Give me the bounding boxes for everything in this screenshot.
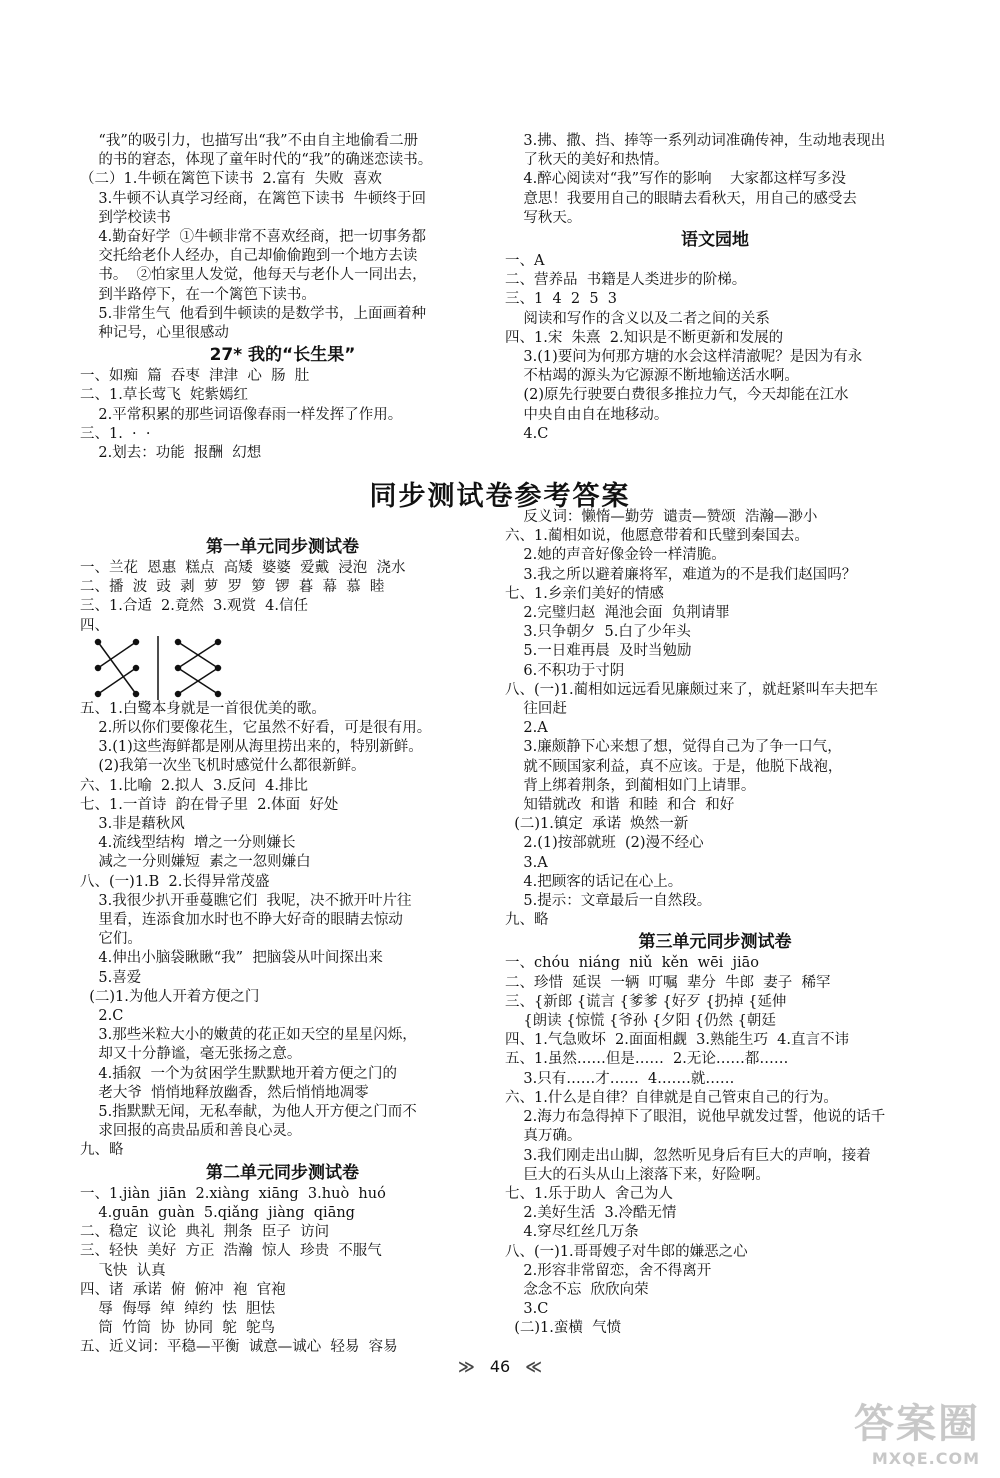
- answer-line: 七、1.乡亲们美好的情感: [505, 585, 664, 602]
- answer-line: 三、{新郎 {谎言 {爹爹 {好歹 {扔掉 {延伸: [505, 993, 787, 1010]
- answer-line: 3.那些米粒大小的嫩黄的花正如天空的星星闪烁，: [80, 1027, 417, 1044]
- answer-line: 3.我们刚走出山脚，忽然听见身后有巨大的声响，接着: [505, 1147, 871, 1164]
- answer-line: 一、A: [505, 253, 545, 270]
- answer-line: 就不顾国家利益，真不应该。于是，他脱下战袍，: [505, 758, 843, 775]
- answer-line: 4.穿尽红丝几万条: [505, 1224, 639, 1241]
- answer-line: (二)1.为他人开着方便之门: [80, 988, 260, 1005]
- left-arrow-icon: ≪: [525, 1357, 543, 1376]
- answer-line: 4.插叙 一个为贫困学生默默地开着方便之门的: [80, 1065, 397, 1082]
- answer-line: 5.一日难再晨 及时当勉励: [505, 643, 692, 660]
- answer-line: 三、轻快 美好 方正 浩瀚 惊人 珍贵 不服气: [80, 1243, 382, 1260]
- unit2-heading: 第二单元同步测试卷: [206, 1162, 359, 1183]
- answer-line: 反义词：懒惰—勤劳 谴责—赞颂 浩瀚—渺小: [505, 509, 818, 525]
- answer-line: 九、略: [505, 912, 549, 929]
- answer-line: 2.她的声音好像金铃一样清脆。: [505, 547, 726, 564]
- answer-line: 知错就改 和谐 和睦 和合 和好: [505, 797, 735, 814]
- answer-line: 中央自由自在地移动。: [505, 406, 669, 423]
- answer-line: 3.C: [505, 1301, 549, 1318]
- answer-line: 四、诸 承诺 俯 俯冲 袍 官袍: [80, 1281, 286, 1298]
- answer-line: 六、1.比喻 2.拟人 3.反问 4.排比: [80, 777, 308, 794]
- answer-line: 八、(一)1.B 2.长得异常茂盛: [80, 873, 270, 890]
- answer-line: 一、chóu niáng niǔ kěn wēi jiāo: [505, 955, 760, 972]
- answer-line: 5.提示：文章最后一自然段。: [505, 893, 712, 910]
- answer-line: 二、播 波 豉 剥 萝 罗 箩 锣 暮 幕 慕 睦: [80, 579, 385, 596]
- watermark-text: 答案圈: [854, 1401, 980, 1447]
- answer-line: 老大爷 悄悄地释放幽香，然后悄悄地凋零: [80, 1084, 369, 1101]
- answer-line: 交托给老仆人经办，自己却偷偷跑到一个地方去读: [80, 248, 418, 265]
- bottom-right-column: [505, 508, 925, 1339]
- answer-line: 四、1.气急败坏 2.面面相觑 3.熟能生巧 4.直言不讳: [505, 1032, 849, 1049]
- answer-line: （二）1.牛顿在篱笆下读书 2.富有 失败 喜欢: [80, 171, 382, 188]
- answer-line: 2.完璧归赵 渑池会面 负荆请罪: [505, 605, 730, 622]
- answer-line: 念念不忘 欣欣向荣: [505, 1281, 649, 1298]
- right-arrow-icon: ≫: [457, 1357, 475, 1376]
- answer-line: 往回赶: [505, 701, 567, 718]
- page-footer: [0, 1357, 1000, 1376]
- answer-line: 了秋天的美好和热情。: [505, 152, 669, 169]
- answer-line: “我”的吸引力，也描写出“我”不由自主地偷看二册: [80, 133, 419, 149]
- answer-line: {朗读 {惊慌 {爷孙 {夕阳 {仍然 {朝廷: [505, 1013, 776, 1030]
- bottom-left-column: [80, 535, 485, 1358]
- answer-line: 2.C: [80, 1008, 124, 1025]
- answer-line: 3.非是藉秋风: [80, 816, 185, 833]
- answer-line: 4.醉心阅读对“我”写作的影响 大家都这样写多没: [505, 171, 847, 188]
- answer-line: 3.(1)这些海鲜都是刚从海里捞出来的，特别新鲜。: [80, 739, 423, 756]
- answer-line: 八、(一)1.哥哥嫂子对牛郎的嫌恶之心: [505, 1243, 748, 1260]
- unit1-heading: 第一单元同步测试卷: [206, 537, 359, 557]
- answer-line: 筒 竹筒 协 协同 鸵 鸵鸟: [80, 1320, 276, 1337]
- answer-line: 辱 侮辱 绰 绰约 怯 胆怯: [80, 1300, 276, 1317]
- answer-line: 2.平常积累的那些词语像春雨一样发挥了作用。: [80, 406, 403, 423]
- answer-line: 却又十分静谧，毫无张扬之意。: [80, 1046, 302, 1063]
- answer-line: 三、1. · ·: [80, 425, 151, 442]
- top-left-column: [80, 132, 485, 463]
- answer-line: 书。 ②怕家里人发觉，他每天与老仆人一同出去，: [80, 267, 427, 284]
- answer-line: 写秋天。: [505, 209, 582, 226]
- answer-line: 三、1.合适 2.竟然 3.观赏 4.信任: [80, 598, 308, 615]
- answer-line: 2.A: [505, 720, 548, 737]
- answer-line: 求回报的高贵品质和善良心灵。: [80, 1123, 302, 1140]
- answer-line: 巨大的石头从山上滚落下来，好险啊。: [505, 1166, 770, 1183]
- answer-line: (2)原先行驶要白费很多推拉力气，今天却能在江水: [505, 387, 849, 404]
- answer-line: 5.指默默无闻，无私奉献，为他人开方便之门而不: [80, 1104, 417, 1121]
- answer-line: 3.(1)要问为何那方塘的水会这样清澈呢？是因为有永: [505, 349, 863, 366]
- answer-line: 2.划去：功能 报酬 幻想: [80, 445, 262, 462]
- answer-line: 3.我很少扒开垂蔓瞧它们 我呢，决不掀开叶片往: [80, 892, 412, 909]
- answer-line: 到学校读书: [80, 209, 171, 226]
- answer-line: 5.喜爱: [80, 969, 142, 986]
- answer-line: 背上绑着荆条，到蔺相如门上请罪。: [505, 777, 756, 794]
- answer-line: 2.形容非常留恋，舍不得离开: [505, 1262, 712, 1279]
- answer-line: 不枯竭的源头为它源源不断地输送活水啊。: [505, 368, 799, 385]
- answer-line: 4.把顾客的话记在心上。: [505, 873, 683, 890]
- answer-line: 4.流线型结构 增之一分则嫌长: [80, 835, 296, 852]
- answer-line: 6.不积功于寸阴: [505, 662, 625, 679]
- answer-line: 一、兰花 恩惠 糕点 高矮 婆婆 爱戴 浸泡 浇水: [80, 560, 406, 576]
- answer-line: 4.guān guàn 5.qiǎng jiàng qiāng: [80, 1204, 355, 1221]
- answer-line: 里看，连添食加水时也不睁大好奇的眼睛去惊动: [80, 912, 403, 929]
- answer-line: 一、如痴 篇 吞枣 津津 心 肠 肚: [80, 368, 310, 385]
- answer-line: (2)我第一次坐飞机时感觉什么都很新鲜。: [80, 758, 366, 775]
- answer-line: 的书的窘态，体现了童年时代的“我”的确迷恋读书。: [80, 152, 433, 169]
- answer-line: 2.海力布急得掉下了眼泪，说他早就发过誓，他说的话千: [505, 1109, 886, 1126]
- answer-line: 六、1.蔺相如说，他愿意带着和氏璧到秦国去。: [505, 528, 809, 545]
- page-title: 同步测试卷参考答案: [369, 481, 631, 512]
- answer-line: 二、稳定 议论 典礼 荆条 臣子 访问: [80, 1224, 330, 1241]
- answer-line: 真万确。: [505, 1128, 582, 1145]
- answer-line: 种记号，心里很感动: [80, 325, 229, 342]
- answer-line: 飞快 认真: [80, 1262, 166, 1279]
- answer-line: 一、1.jiàn jiān 2.xiàng xiāng 3.huò huó: [80, 1185, 386, 1202]
- answer-line: 七、1.一首诗 韵在骨子里 2.体面 好处: [80, 796, 339, 813]
- matching-diagram: [86, 636, 236, 700]
- answer-line: 六、1.什么是自律？自律就是自己管束自己的行为。: [505, 1089, 838, 1106]
- unit3-heading: 第三单元同步测试卷: [638, 932, 792, 953]
- section-heading: 语文园地: [681, 230, 749, 251]
- answer-line: 3.拂、撒、挡、捧等一系列动词准确传神，生动地表现出: [505, 133, 886, 149]
- answer-line: 5.非常生气 他看到牛顿读的是数学书，上面画着种: [80, 305, 426, 322]
- page-number: 46: [489, 1357, 511, 1376]
- answer-line: 五、1.虽然……但是…… 2.无论……都……: [505, 1051, 789, 1068]
- answer-line: 二、珍惜 延误 一辆 叮嘱 辈分 牛郎 妻子 稀罕: [505, 974, 831, 991]
- answer-line: 2.美好生活 3.冷酷无情: [505, 1205, 677, 1222]
- answer-line: 3.廉颇静下心来想了想，觉得自己为了争一口气，: [505, 739, 842, 756]
- answer-line: 2.(1)按部就班 (2)漫不经心: [505, 835, 704, 852]
- watermark-url: MXQE.COM: [871, 1449, 980, 1468]
- answer-line: 4.勤奋好学 ①牛顿非常不喜欢经商，把一切事务都: [80, 229, 426, 246]
- answer-line: 八、(一)1.蔺相如远远看见廉颇过来了，就赶紧叫车夫把车: [505, 681, 879, 698]
- answer-line: 减之一分则嫌短 素之一忽则嫌白: [80, 854, 311, 871]
- answer-line: 二、1.草长莺飞 姹紫嫣红: [80, 387, 249, 404]
- answer-line: 4.C: [505, 425, 549, 442]
- answer-line: 九、略: [80, 1142, 124, 1159]
- answer-line: 五、近义词：平稳—平衡 诚意—诚心 轻易 容易: [80, 1339, 398, 1356]
- answer-line: 3.牛顿不认真学习经商，在篱笆下读书 牛顿终于回: [80, 190, 426, 207]
- answer-line: 2.所以你们要像花生，它虽然不好看，可是很有用。: [80, 720, 432, 737]
- answer-line: (二)1.蛮横 气愤: [505, 1320, 622, 1337]
- answer-line: 七、1.乐于助人 舍己为人: [505, 1185, 674, 1202]
- answer-line: (二)1.镇定 承诺 焕然一新: [505, 816, 689, 833]
- answer-line: 3.我之所以避着廉将军，难道为的不是我们赵国吗？: [505, 566, 857, 583]
- answer-line: 四、: [80, 617, 109, 634]
- answer-line: 4.伸出小脑袋瞅瞅“我” 把脑袋从叶间探出来: [80, 950, 383, 967]
- answer-line: 五、1.白鹭本身就是一首很优美的歌。: [80, 700, 326, 717]
- answer-line: 二、营养品 书籍是人类进步的阶梯。: [505, 272, 747, 289]
- answer-line: 三、1 4 2 5 3: [505, 291, 617, 308]
- answer-line: 意思！我要用自己的眼睛去看秋天，用自己的感受去: [505, 190, 857, 207]
- answer-line: 四、1.宋 朱熹 2.知识是不断更新和发展的: [505, 329, 784, 346]
- watermark-logo: [854, 1392, 980, 1468]
- lesson-heading: 27* 我的“长生果”: [209, 345, 356, 366]
- answer-line: 阅读和写作的含义以及二者之间的关系: [505, 310, 770, 327]
- answer-line: 它们。: [80, 931, 142, 948]
- answer-line: 3.只争朝夕 5.白了少年头: [505, 624, 691, 641]
- answer-line: 到半路停下，在一个篱笆下读书。: [80, 286, 316, 303]
- top-right-column: [505, 132, 925, 444]
- answer-line: 3.A: [505, 854, 548, 871]
- answer-line: 3.只有……才…… 4.……就……: [505, 1070, 735, 1087]
